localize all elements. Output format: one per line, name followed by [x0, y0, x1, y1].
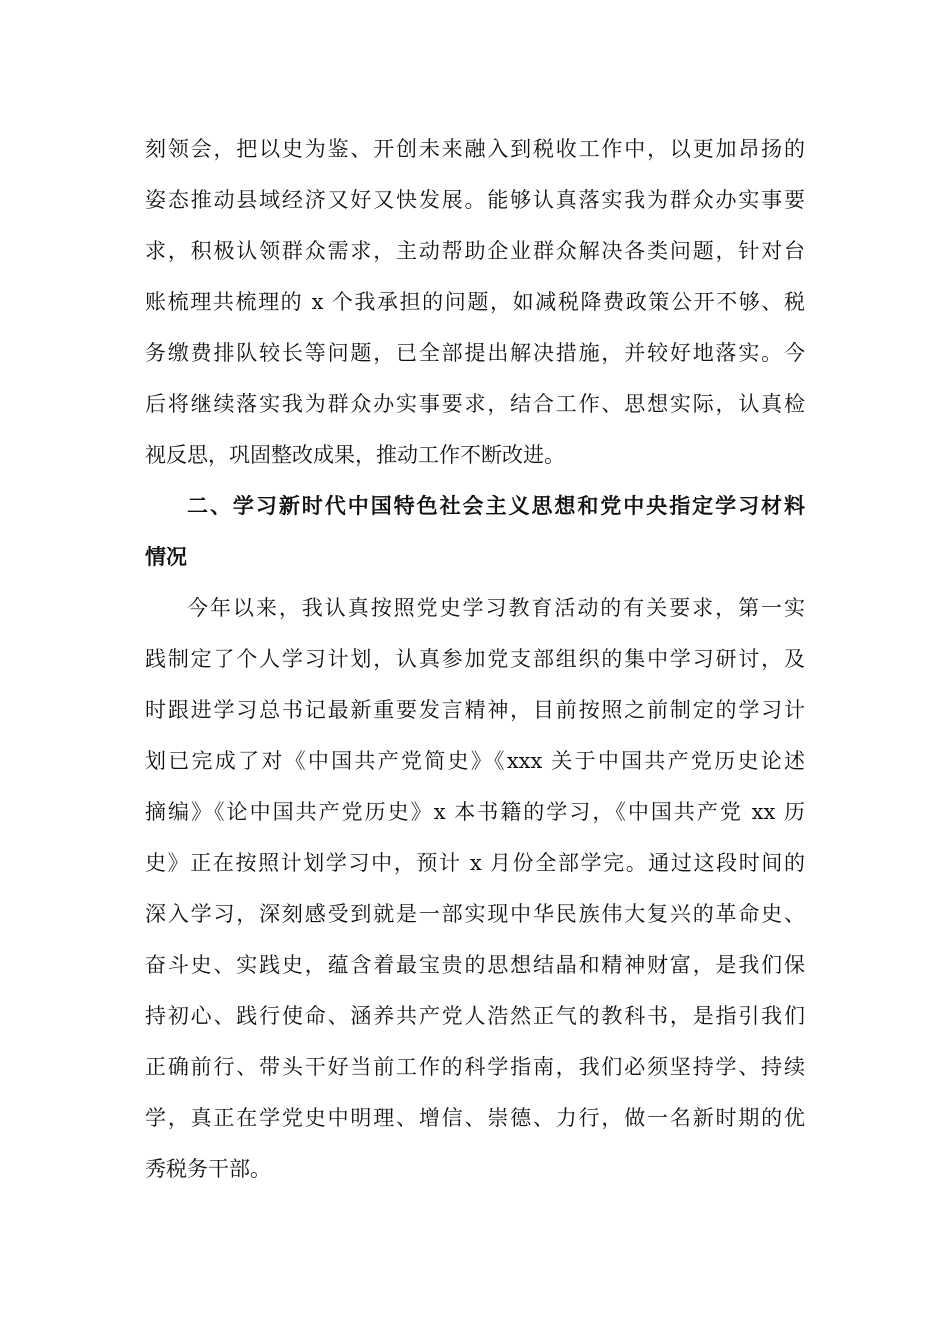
text-line: 奋斗史、实践史，蕴含着最宝贵的思想结晶和精神财富，是我们保: [145, 953, 805, 977]
text-line: 持初心、践行使命、涵养共产党人浩然正气的教科书，是指引我们: [145, 1004, 805, 1028]
text-line: 摘编》《论中国共产党历史》x 本书籍的学习，《中国共产党 xx 历: [145, 800, 805, 824]
text-line: 姿态推动县域经济又好又快发展。能够认真落实我为群众办实事要: [145, 188, 805, 212]
heading-line: 二、学习新时代中国特色社会主义思想和党中央指定学习材料: [187, 493, 805, 518]
text-line: 深入学习，深刻感受到就是一部实现中华民族伟大复兴的革命史、: [145, 902, 805, 926]
text-line: 后将继续落实我为群众办实事要求，结合工作、思想实际，认真检: [145, 392, 805, 416]
text-line: 正确前行、带头干好当前工作的科学指南，我们必须坚持学、持续: [145, 1055, 805, 1079]
text-line: 求，积极认领群众需求，主动帮助企业群众解决各类问题，针对台: [145, 239, 805, 263]
heading-line: 情况: [145, 544, 187, 569]
text-line: 今年以来，我认真按照党史学习教育活动的有关要求，第一实: [187, 596, 805, 620]
text-line: 学，真正在学党史中明理、增信、崇德、力行，做一名新时期的优: [145, 1106, 805, 1130]
text-line: 践制定了个人学习计划，认真参加党支部组织的集中学习研讨，及: [145, 647, 805, 671]
text-line: 刻领会，把以史为鉴、开创未来融入到税收工作中，以更加昂扬的: [145, 137, 805, 161]
text-line: 账梳理共梳理的 x 个我承担的问题，如减税降费政策公开不够、税: [145, 290, 805, 314]
text-line: 视反思，巩固整改成果，推动工作不断改进。: [145, 443, 565, 467]
text-line: 务缴费排队较长等问题，已全部提出解决措施，并较好地落实。今: [145, 341, 805, 365]
text-line: 秀税务干部。: [145, 1157, 271, 1181]
text-line: 划已完成了对《中国共产党简史》《xxx 关于中国共产党历史论述: [145, 749, 805, 773]
text-line: 时跟进学习总书记最新重要发言精神，目前按照之前制定的学习计: [145, 698, 805, 722]
text-line: 史》正在按照计划学习中，预计 x 月份全部学完。通过这段时间的: [145, 851, 805, 875]
